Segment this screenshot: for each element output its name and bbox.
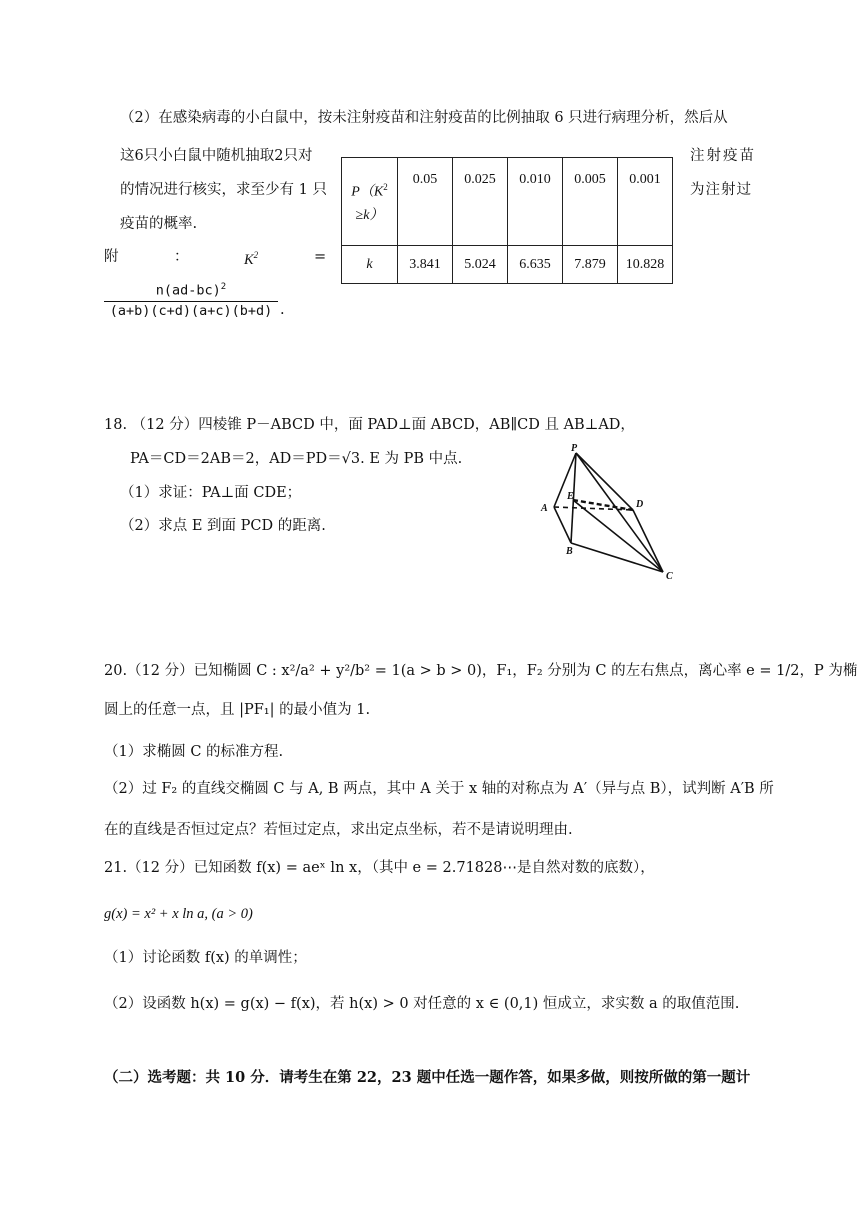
table-k-label: k — [342, 246, 398, 284]
q21-part2: （2）设函数 h(x) = g(x) − f(x)，若 h(x) > 0 对任意的 x ∈ (0,1) 恒成立，求实数 a 的取值范围. — [104, 996, 740, 1012]
q21-part1: （1）讨论函数 f(x) 的单调性； — [104, 950, 307, 966]
formula-period: . — [280, 302, 285, 318]
formula-denominator: (a+b)(c+d)(a+c)(b+d) — [109, 302, 273, 319]
table-k-cell: 3.841 — [398, 246, 453, 284]
q20-part2-line1: （2）过 F₂ 的直线交椭圆 C 与 A, B 两点，其中 A 关于 x 轴的对称点为 A′（异与点 B），试判断 A′B 所 — [104, 781, 774, 797]
appendix-label: 附 — [104, 249, 119, 265]
section2-heading: （二）选考题：共 10 分．请考生在第 22，23 题中任选一题作答，如果多做，则按所做的第一题计 — [104, 1069, 751, 1086]
table-p-cell: 0.010 — [508, 158, 563, 246]
edge-AB — [554, 507, 571, 543]
q17-part2-line3-right: 为注射过 — [690, 182, 752, 198]
appendix-k2: $K^2$ — [244, 250, 259, 268]
k2-formula — [104, 282, 278, 319]
q18-line1: 18. （12 分）四棱锥 P－ABCD 中，面 PAD⊥面 ABCD，AB∥CD 且 AB⊥AD， — [104, 417, 635, 433]
appendix-equals: = — [314, 249, 327, 265]
table-header-p: $P(K^2$ ≥k） — [342, 158, 398, 246]
label-C: C — [666, 571, 673, 582]
pyramid-figure — [530, 440, 690, 590]
table-p-cell: 0.001 — [618, 158, 673, 246]
edge-DC — [633, 510, 663, 572]
label-A: A — [541, 503, 548, 514]
table-k-cell: 7.879 — [563, 246, 618, 284]
edge-BC — [571, 543, 663, 572]
q17-part2-line3-left: 的情况进行核实，求至少有 1 只 — [120, 182, 327, 198]
table-k-cell: 6.635 — [508, 246, 563, 284]
label-D: D — [636, 499, 644, 510]
q17-part2-line4: 疫苗的概率. — [120, 216, 198, 232]
table-p-cell: 0.005 — [563, 158, 618, 246]
q21-line1: 21.（12 分）已知函数 f(x) = aeˣ ln x，（其中 e = 2.71828⋯是自然对数的底数）， — [104, 860, 655, 876]
label-P: P — [571, 443, 578, 454]
table-p-cell: 0.05 — [398, 158, 453, 246]
label-E: E — [567, 491, 574, 502]
q20-part2-line2: 在的直线是否恒过定点？若恒过定点，求出定点坐标，若不是请说明理由. — [104, 822, 573, 838]
table-k-cell: 10.828 — [618, 246, 673, 284]
q20-part1: （1）求椭圆 C 的标准方程. — [104, 744, 284, 760]
q21-line2: g(x) = x² + x ln a, (a > 0) — [104, 906, 253, 922]
q18-line2: PA＝CD＝2AB＝2，AD＝PD＝√3. E 为 PB 中点. — [130, 451, 463, 467]
q17-part2-line2-left: 这6只小白鼠中随机抽取2只对 — [120, 148, 313, 164]
formula-numerator: $n(ad-bc)^2$ — [104, 282, 278, 302]
k2-critical-table — [341, 157, 673, 284]
q17-part2-line1: （2）在感染病毒的小白鼠中，按未注射疫苗和注射疫苗的比例抽取 6 只进行病理分析，然后从 — [120, 110, 728, 126]
q20-line2: 圆上的任意一点，且 |PF₁| 的最小值为 1. — [104, 702, 371, 718]
appendix-colon: ： — [174, 249, 189, 265]
q18-part1: （1）求证：PA⊥面 CDE； — [120, 485, 302, 501]
q20-line1: 20.（12 分）已知椭圆 C : x²/a² + y²/b² = 1(a > b > 0)，F₁，F₂ 分别为 C 的左右焦点，离心率 e = 1/2，P 为椭 — [104, 663, 858, 679]
q17-part2-line2-right: 注射疫苗 — [690, 148, 756, 164]
q18-part2: （2）求点 E 到面 PCD 的距离. — [120, 518, 326, 534]
table-k-cell: 5.024 — [453, 246, 508, 284]
label-B: B — [566, 546, 573, 557]
table-p-cell: 0.025 — [453, 158, 508, 246]
